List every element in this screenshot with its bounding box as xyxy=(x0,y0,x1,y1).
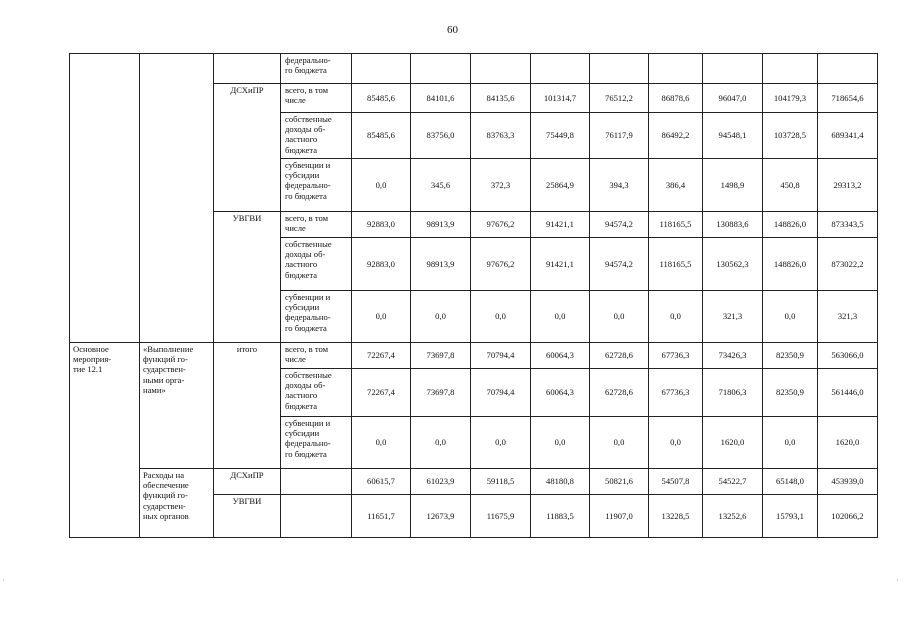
total-value-cell xyxy=(818,54,878,84)
value-cell: 84101,6 xyxy=(411,84,471,113)
funding-source-cell: всего, в том числе xyxy=(281,212,352,238)
value-cell: 76117,9 xyxy=(590,113,649,159)
value-cell: 0,0 xyxy=(352,291,411,343)
right-edge-mark: · xyxy=(896,576,900,585)
value-cell: 394,3 xyxy=(590,159,649,212)
value-cell: 130562,3 xyxy=(703,238,763,291)
value-cell: 75449,8 xyxy=(531,113,590,159)
value-cell: 386,4 xyxy=(649,159,703,212)
total-value-cell: 1620,0 xyxy=(818,417,878,469)
executor-cell: ДСХиПР xyxy=(214,469,281,495)
value-cell: 67736,3 xyxy=(649,343,703,369)
funding-source-cell: собственные доходы об- ластного бюджета xyxy=(281,113,352,159)
value-cell: 65148,0 xyxy=(763,469,818,495)
value-cell: 97676,2 xyxy=(471,212,531,238)
table-row xyxy=(70,54,878,84)
measure-cell: Основное мероприя- тие 12.1 xyxy=(70,343,140,538)
value-cell: 0,0 xyxy=(590,417,649,469)
table-row xyxy=(70,469,878,495)
measure-name-cell: «Выполнение функций го- сударствен- ными орга- нами» xyxy=(140,343,214,469)
value-cell: 101314,7 xyxy=(531,84,590,113)
value-cell: 0,0 xyxy=(411,291,471,343)
value-cell: 62728,6 xyxy=(590,343,649,369)
value-cell: 91421,1 xyxy=(531,238,590,291)
total-value-cell: 718654,6 xyxy=(818,84,878,113)
funding-source-cell: всего, в том числе xyxy=(281,84,352,113)
executor-cell: УВГВИ xyxy=(214,495,281,538)
value-cell: 13252,6 xyxy=(703,495,763,538)
value-cell: 98913,9 xyxy=(411,212,471,238)
total-value-cell: 689341,4 xyxy=(818,113,878,159)
total-value-cell: 321,3 xyxy=(818,291,878,343)
value-cell: 92883,0 xyxy=(352,238,411,291)
value-cell: 73697,8 xyxy=(411,369,471,417)
funding-source-cell: субвенции и субсидии федерально- го бюджета xyxy=(281,291,352,343)
funding-source-cell xyxy=(281,495,352,538)
value-cell: 72267,4 xyxy=(352,343,411,369)
value-cell: 73426,3 xyxy=(703,343,763,369)
value-cell: 60615,7 xyxy=(352,469,411,495)
value-cell: 0,0 xyxy=(763,417,818,469)
value-cell: 92883,0 xyxy=(352,212,411,238)
value-cell: 91421,1 xyxy=(531,212,590,238)
value-cell: 71806,3 xyxy=(703,369,763,417)
value-cell: 0,0 xyxy=(649,417,703,469)
value-cell: 0,0 xyxy=(411,417,471,469)
value-cell: 73697,8 xyxy=(411,343,471,369)
executor-cell: УВГВИ xyxy=(214,212,281,343)
value-cell: 82350,9 xyxy=(763,343,818,369)
funding-source-cell: собственные доходы об- ластного бюджета xyxy=(281,369,352,417)
value-cell: 98913,9 xyxy=(411,238,471,291)
measure-name-cell: Расходы на обеспечение функций го- сударствен- ных органов xyxy=(140,469,214,538)
value-cell: 0,0 xyxy=(352,417,411,469)
value-cell: 0,0 xyxy=(352,159,411,212)
value-cell: 0,0 xyxy=(590,291,649,343)
funding-source-cell xyxy=(281,469,352,495)
total-value-cell: 873343,5 xyxy=(818,212,878,238)
value-cell: 25864,9 xyxy=(531,159,590,212)
measure-name-cell xyxy=(140,54,214,343)
value-cell: 48180,8 xyxy=(531,469,590,495)
page-number: 60 xyxy=(447,24,458,36)
funding-source-cell: федерально- го бюджета xyxy=(281,54,352,84)
value-cell: 97676,2 xyxy=(471,238,531,291)
value-cell xyxy=(763,54,818,84)
value-cell: 0,0 xyxy=(471,417,531,469)
value-cell: 60064,3 xyxy=(531,369,590,417)
value-cell: 82350,9 xyxy=(763,369,818,417)
left-edge-mark: · xyxy=(2,576,6,585)
value-cell: 148826,0 xyxy=(763,212,818,238)
value-cell xyxy=(531,54,590,84)
value-cell: 72267,4 xyxy=(352,369,411,417)
value-cell: 54507,8 xyxy=(649,469,703,495)
total-value-cell: 102066,2 xyxy=(818,495,878,538)
value-cell xyxy=(471,54,531,84)
total-value-cell: 453939,0 xyxy=(818,469,878,495)
value-cell: 104179,3 xyxy=(763,84,818,113)
value-cell: 372,3 xyxy=(471,159,531,212)
value-cell: 85485,6 xyxy=(352,84,411,113)
table-row xyxy=(70,343,878,369)
funding-source-cell: всего, в том числе xyxy=(281,343,352,369)
total-value-cell: 29313,2 xyxy=(818,159,878,212)
value-cell: 61023,9 xyxy=(411,469,471,495)
total-value-cell: 561446,0 xyxy=(818,369,878,417)
value-cell: 54522,7 xyxy=(703,469,763,495)
value-cell xyxy=(703,54,763,84)
value-cell: 83763,3 xyxy=(471,113,531,159)
value-cell: 11675,9 xyxy=(471,495,531,538)
value-cell: 11883,5 xyxy=(531,495,590,538)
value-cell xyxy=(649,54,703,84)
value-cell: 11651,7 xyxy=(352,495,411,538)
value-cell: 67736,3 xyxy=(649,369,703,417)
value-cell: 103728,5 xyxy=(763,113,818,159)
value-cell: 148826,0 xyxy=(763,238,818,291)
funding-source-cell: субвенции и субсидии федерально- го бюджета xyxy=(281,417,352,469)
measure-cell xyxy=(70,54,140,343)
value-cell: 94574,2 xyxy=(590,238,649,291)
value-cell: 84135,6 xyxy=(471,84,531,113)
value-cell: 0,0 xyxy=(649,291,703,343)
executor-cell xyxy=(214,54,281,84)
value-cell: 83756,0 xyxy=(411,113,471,159)
budget-table xyxy=(69,53,878,538)
executor-cell: итого xyxy=(214,343,281,469)
value-cell: 11907,0 xyxy=(590,495,649,538)
value-cell: 1620,0 xyxy=(703,417,763,469)
funding-source-cell: субвенции и субсидии федерально- го бюджета xyxy=(281,159,352,212)
value-cell: 94574,2 xyxy=(590,212,649,238)
value-cell: 76512,2 xyxy=(590,84,649,113)
value-cell: 0,0 xyxy=(471,291,531,343)
executor-cell: ДСХиПР xyxy=(214,84,281,212)
total-value-cell: 873022,2 xyxy=(818,238,878,291)
value-cell: 13228,5 xyxy=(649,495,703,538)
value-cell: 96047,0 xyxy=(703,84,763,113)
value-cell: 0,0 xyxy=(763,291,818,343)
value-cell: 59118,5 xyxy=(471,469,531,495)
value-cell: 85485,6 xyxy=(352,113,411,159)
funding-source-cell: собственные доходы об- ластного бюджета xyxy=(281,238,352,291)
value-cell: 60064,3 xyxy=(531,343,590,369)
value-cell: 130883,6 xyxy=(703,212,763,238)
value-cell xyxy=(411,54,471,84)
value-cell: 12673,9 xyxy=(411,495,471,538)
value-cell: 345,6 xyxy=(411,159,471,212)
value-cell: 450,8 xyxy=(763,159,818,212)
value-cell: 1498,9 xyxy=(703,159,763,212)
total-value-cell: 563066,0 xyxy=(818,343,878,369)
value-cell: 118165,5 xyxy=(649,212,703,238)
value-cell: 50821,6 xyxy=(590,469,649,495)
value-cell: 118165,5 xyxy=(649,238,703,291)
value-cell: 86492,2 xyxy=(649,113,703,159)
value-cell: 0,0 xyxy=(531,417,590,469)
value-cell: 321,3 xyxy=(703,291,763,343)
value-cell: 0,0 xyxy=(531,291,590,343)
value-cell: 62728,6 xyxy=(590,369,649,417)
value-cell: 15793,1 xyxy=(763,495,818,538)
value-cell: 70794,4 xyxy=(471,369,531,417)
value-cell: 94548,1 xyxy=(703,113,763,159)
value-cell: 70794,4 xyxy=(471,343,531,369)
value-cell: 86878,6 xyxy=(649,84,703,113)
value-cell xyxy=(352,54,411,84)
value-cell xyxy=(590,54,649,84)
